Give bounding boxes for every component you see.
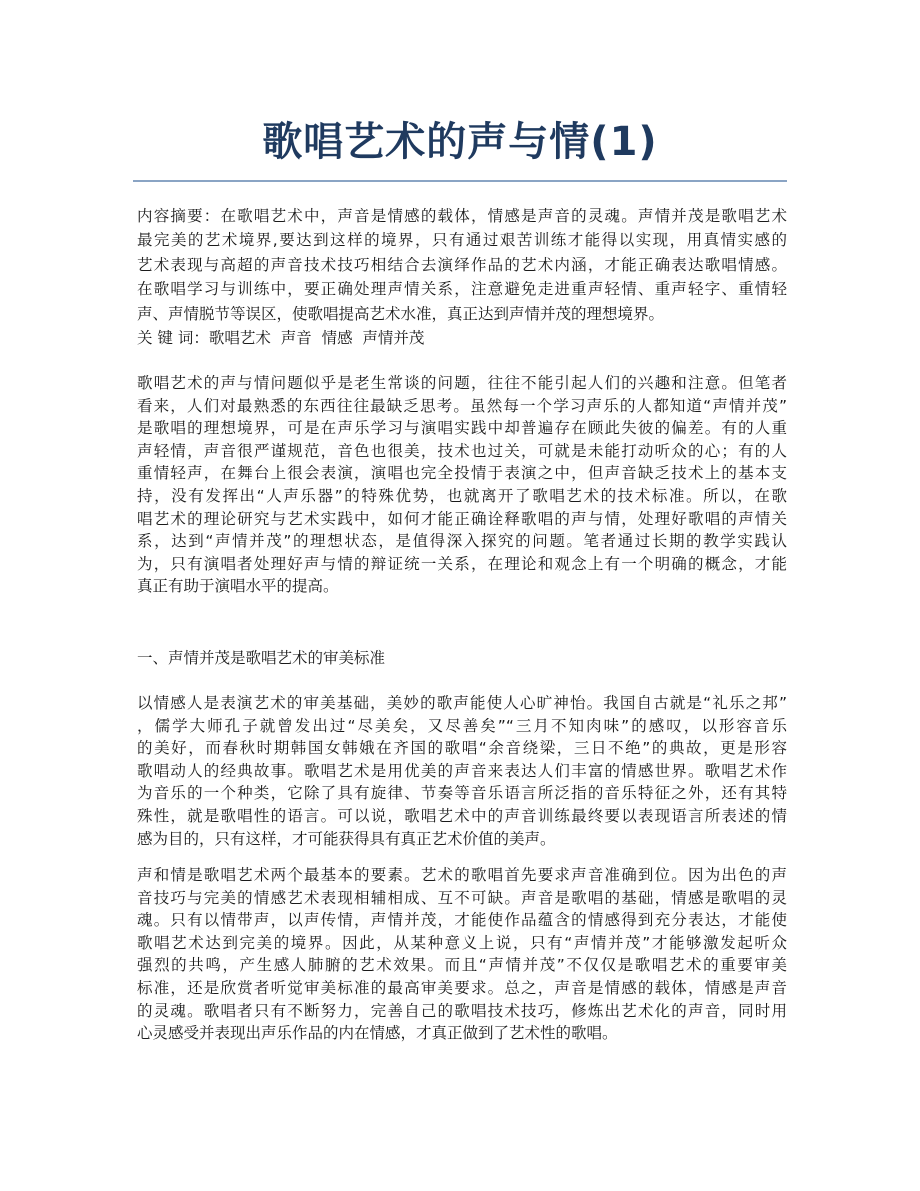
paragraph-elements bbox=[137, 864, 787, 1045]
paragraph-line: 持，没有发挥出“人声乐器”的特殊优势，也就离开了歌唱艺术的技术标准。所以，在歌 bbox=[137, 486, 787, 505]
paragraph-line: 心灵感受并表现出声乐作品的内在情感，才真正做到了艺术性的歌唱。 bbox=[137, 1024, 618, 1043]
abstract bbox=[137, 204, 787, 350]
paragraph-line: ，儒学大师孔子就曾发出过“尽美矣，又尽善矣”“三月不知肉味”的感叹，以形容音乐 bbox=[137, 716, 787, 735]
paragraph-line: 重情轻声，在舞台上很会表演，演唱也完全投情于表演之中，但声音缺乏技术上的基本支 bbox=[137, 464, 787, 483]
paragraph-line: 真正有助于演唱水平的提高。 bbox=[137, 577, 339, 596]
document-title: 歌唱艺术的声与情(1) bbox=[262, 119, 658, 165]
paragraph-line: 以情感人是表演艺术的审美基础，美妙的歌声能使人心旷神怡。我国自古就是“礼乐之邦” bbox=[137, 694, 787, 712]
paragraph-line: 标准，还是欣赏者听觉审美标准的最高审美要求。总之，声音是情感的载体，情感是声音 bbox=[137, 978, 787, 997]
abstract-line: 声、声情脱节等误区，使歌唱提高艺术水准，真正达到声情并茂的理想境界。 bbox=[137, 304, 665, 323]
keywords: 关 键 词：歌唱艺术 声音 情感 声情并茂 bbox=[137, 328, 425, 347]
paragraph-line: 是歌唱的理想境界，可是在声乐学习与演唱实践中却普遍存在顾此失彼的偏差。有的人重 bbox=[137, 419, 787, 438]
paragraph-line: 音技巧与完美的情感艺术表现相辅相成、互不可缺。声音是歌唱的基础，情感是歌唱的灵 bbox=[137, 888, 787, 907]
paragraph-line: 强烈的共鸣，产生感人肺腑的艺术效果。而且“声情并茂”不仅仅是歌唱艺术的重要审美 bbox=[137, 956, 787, 975]
paragraph-line: 殊性，就是歌唱性的语言。可以说，歌唱艺术中的声音训练最终要以表现语言所表述的情 bbox=[137, 806, 787, 825]
heading-text: 一、声情并茂是歌唱艺术的审美标准 bbox=[137, 649, 386, 667]
paragraph-line: 看来，人们对最熟悉的东西往往最缺乏思考。虽然每一个学习声乐的人都知道“声情并茂” bbox=[137, 396, 787, 415]
title-divider bbox=[133, 180, 787, 182]
paragraph-line: 歌唱动人的经典故事。歌唱艺术是用优美的声音来表达人们丰富的情感世界。歌唱艺术作 bbox=[137, 761, 787, 780]
paragraph-line: 声和情是歌唱艺术两个最基本的要素。艺术的歌唱首先要求声音准确到位。因为出色的声 bbox=[137, 866, 787, 884]
paragraph-intro bbox=[137, 372, 787, 598]
paragraph-aesthetic bbox=[137, 692, 787, 850]
paragraph-line: 歌唱艺术达到完美的境界。因此，从某种意义上说，只有“声情并茂”才能够激发起听众 bbox=[137, 933, 787, 952]
paragraph-line: 的灵魂。歌唱者只有不断努力，完善自己的歌唱技术技巧，修炼出艺术化的声音，同时用 bbox=[137, 1001, 787, 1020]
paragraph-line: 声轻情，声音很严谨规范，音色也很美，技术也过关，可就是未能打动听众的心；有的人 bbox=[137, 441, 787, 460]
paragraph-line: 的美好，而春秋时期韩国女韩娥在齐国的歌唱“余音绕梁，三日不绝”的典故，更是形容 bbox=[137, 739, 787, 758]
paragraph-line: 魂。只有以情带声，以声传情，声情并茂，才能使作品蕴含的情感得到充分表达，才能使 bbox=[137, 911, 787, 930]
paragraph-line: 为，只有演唱者处理好声与情的辩证统一关系，在理论和观念上有一个明确的概念，才能 bbox=[137, 554, 787, 573]
abstract-line: 在歌唱学习与训练中，要正确处理声情关系，注意避免走进重声轻情、重声轻字、重情轻 bbox=[137, 280, 787, 299]
section-heading bbox=[137, 647, 787, 670]
abstract-line: 内容摘要：在歌唱艺术中，声音是情感的载体，情感是声音的灵魂。声情并茂是歌唱艺术 bbox=[137, 207, 787, 225]
paragraph-line: 感为目的，只有这样，才可能获得具有真正艺术价值的美声。 bbox=[137, 829, 556, 848]
abstract-line: 艺术表现与高超的声音技术技巧相结合去演绎作品的艺术内涵，才能正确表达歌唱情感。 bbox=[137, 255, 787, 274]
paragraph-line: 系，达到“声情并茂”的理想状态，是值得深入探究的问题。笔者通过长期的教学实践认 bbox=[137, 532, 787, 551]
paragraph-line: 唱艺术的理论研究与艺术实践中，如何才能正确诠释歌唱的声与情，处理好歌唱的声情关 bbox=[137, 509, 787, 528]
abstract-line: 最完美的艺术境界,要达到这样的境界，只有通过艰苦训练才能得以实现，用真情实感的 bbox=[137, 231, 787, 250]
paragraph-line: 为音乐的一个种类，它除了具有旋律、节奏等音乐语言所泛指的音乐特征之外，还有其特 bbox=[137, 784, 787, 803]
paragraph-line: 歌唱艺术的声与情问题似乎是老生常谈的问题，往往不能引起人们的兴趣和注意。但笔者 bbox=[137, 374, 787, 392]
